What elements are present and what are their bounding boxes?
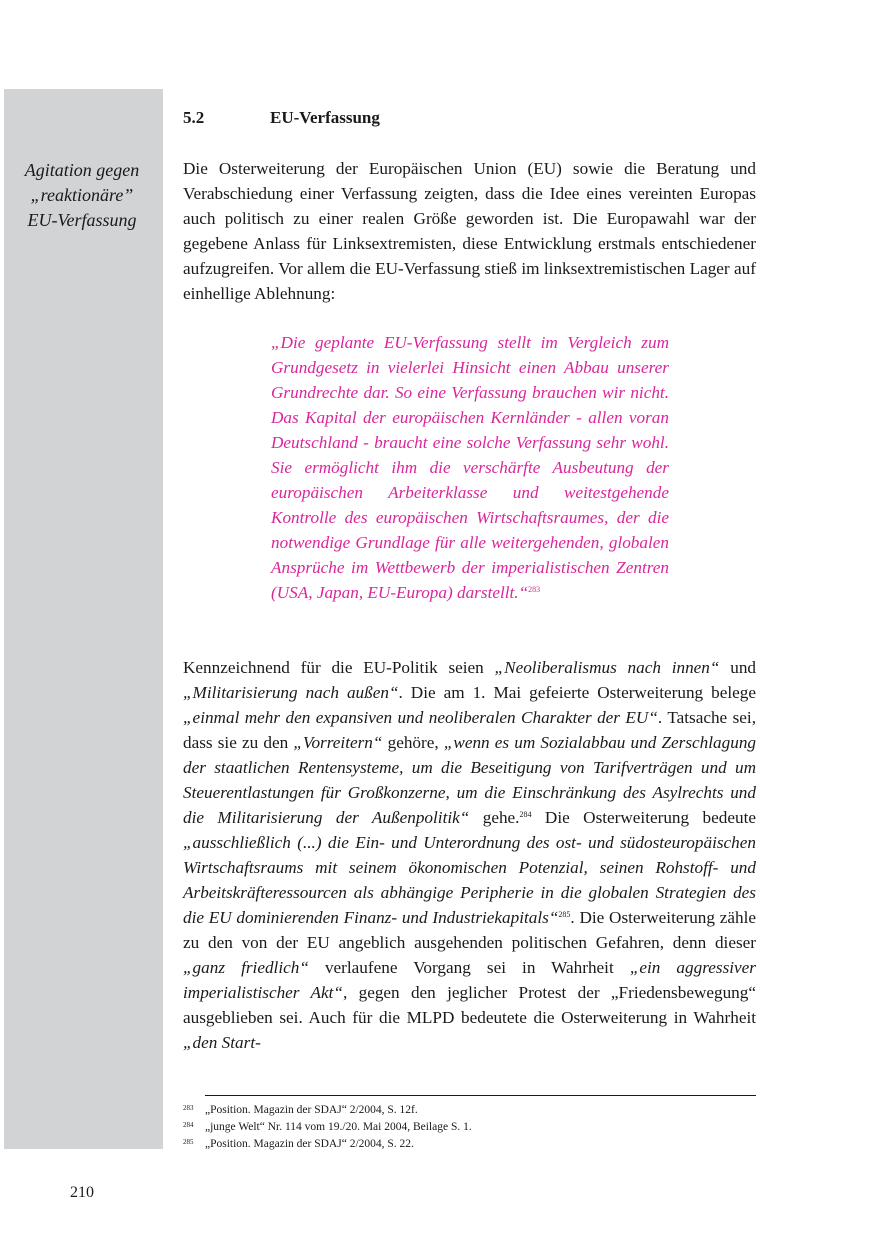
- margin-note-line: Agitation gegen: [24, 160, 140, 180]
- text-span: und: [719, 658, 757, 677]
- text-span: gehöre,: [382, 733, 444, 752]
- block-quote: [271, 330, 669, 605]
- footnote: [183, 1136, 756, 1153]
- footnote-text: „junge Welt“ Nr. 114 vom 19./20. Mai 2004, Beilage S. 1.: [205, 1121, 472, 1133]
- footnote-divider: [205, 1095, 756, 1096]
- quotation: „wenn es um Sozialabbau und Zerschlagung der staatlichen Rentensysteme, um die Beseitigung von Tarifverträgen und um Steuerentlastungen für Großkonzerne, um die Einschränkung des Asylrechts und die Militarisierung der Außenpolitik“: [183, 733, 757, 827]
- section-title: EU-Verfassung: [270, 108, 380, 127]
- quotation: „einmal mehr den expansiven und neoliberalen Charakter der EU“: [183, 708, 658, 727]
- footnotes: [183, 1102, 756, 1153]
- footnote: [183, 1119, 756, 1136]
- margin-sidebar: [4, 89, 163, 1149]
- quotation: „Vorreitern“: [293, 733, 383, 752]
- margin-note-line: „reaktionäre”: [30, 185, 134, 205]
- section-number: 5.2: [183, 108, 205, 127]
- footnote-number: 285: [183, 1138, 194, 1146]
- text-span: . Tatsache sei, dass sie zu den: [183, 708, 756, 752]
- quotation: „ein aggressiver imperialistischer Akt“: [183, 958, 756, 1002]
- text-span: . Die am 1. Mai gefeierte Osterweiterung belege: [398, 683, 756, 702]
- footnote-text: „Position. Magazin der SDAJ“ 2/2004, S. 22.: [205, 1138, 414, 1150]
- section-heading: [183, 108, 380, 128]
- footnote: [183, 1102, 756, 1119]
- margin-note-line: EU-Verfassung: [27, 210, 137, 230]
- quotation: „Neoliberalismus nach innen“: [494, 658, 720, 677]
- footnote-text: „Position. Magazin der SDAJ“ 2/2004, S. 12f.: [205, 1104, 418, 1116]
- footnote-number: 283: [183, 1104, 194, 1112]
- footnote-number: 284: [183, 1121, 194, 1129]
- body-paragraph-1: Die Osterweiterung der Europäischen Union (EU) sowie die Beratung und Verabschiedung einer Verfassung zeigten, dass die Idee eines vereinten Europas auch politisch zu einer realen Größe geworden ist. Die Europawahl war der gegebene Anlass für Linksextremisten, diese Entwicklung erstmals entschiedener aufzugreifen. Vor allem die EU-Verfassung stieß im linksextremistischen Lager auf einhellige Ablehnung:: [183, 159, 756, 303]
- margin-note: [6, 158, 158, 233]
- text-span: Kennzeichnend für die EU-Politik seien: [183, 658, 495, 677]
- footnote-ref: 284: [519, 810, 532, 819]
- quotation: „den Start-: [183, 1033, 261, 1052]
- footnote-ref: 285: [558, 910, 571, 919]
- quotation: „ausschließlich (...) die Ein- und Unterordnung des ost- und südosteuropäischen Wirtschaftsraums mit seinem ökonomischen Potenzial, seinen Rohstoff- und Arbeitskräfteressourcen als abhängige Peripherie in die globalen Strategien des die EU dominierenden Finanz- und Industriekapitals“: [183, 833, 756, 927]
- body-paragraph-2: [183, 655, 756, 1055]
- text-span: , gegen den jeglicher Protest der „Friedensbewegung“ ausgeblieben sei. Auch für die MLPD bedeutete die Osterweiterung in Wahrheit: [183, 983, 756, 1027]
- footnote-ref: 283: [528, 585, 541, 594]
- quote-text: „Die geplante EU-Verfassung stellt im Vergleich zum Grundgesetz in vielerlei Hinsicht einen Abbau unserer Grundrechte dar. So eine Verfassung brauchen wir nicht. Das Kapital der europäischen Kernländer - allen voran Deutschland - braucht eine solche Verfassung sehr wohl. Sie ermöglicht ihm die verschärfte Ausbeutung der europäischen Arbeiterklasse und weitestgehende Kontrolle des europäischen Wirtschaftsraumes, der die notwendige Grundlage für alle weitergehenden, globalen Ansprüche im Wettbewerb der imperialistischen Zentren (USA, Japan, EU-Europa) darstellt.“: [271, 333, 669, 602]
- quotation: „Militarisierung nach außen“: [183, 683, 399, 702]
- text-span: Die Osterweiterung bedeute: [531, 808, 756, 827]
- text-span: verlaufene Vorgang sei in Wahrheit: [308, 958, 630, 977]
- page-number: 210: [70, 1184, 94, 1201]
- text-span: . Die Osterweiterung zähle zu den von der EU angeblich ausgehenden politischen Gefahren, denn dieser: [183, 908, 756, 952]
- text-span: gehe.: [469, 808, 520, 827]
- quotation: „ganz friedlich“: [183, 958, 309, 977]
